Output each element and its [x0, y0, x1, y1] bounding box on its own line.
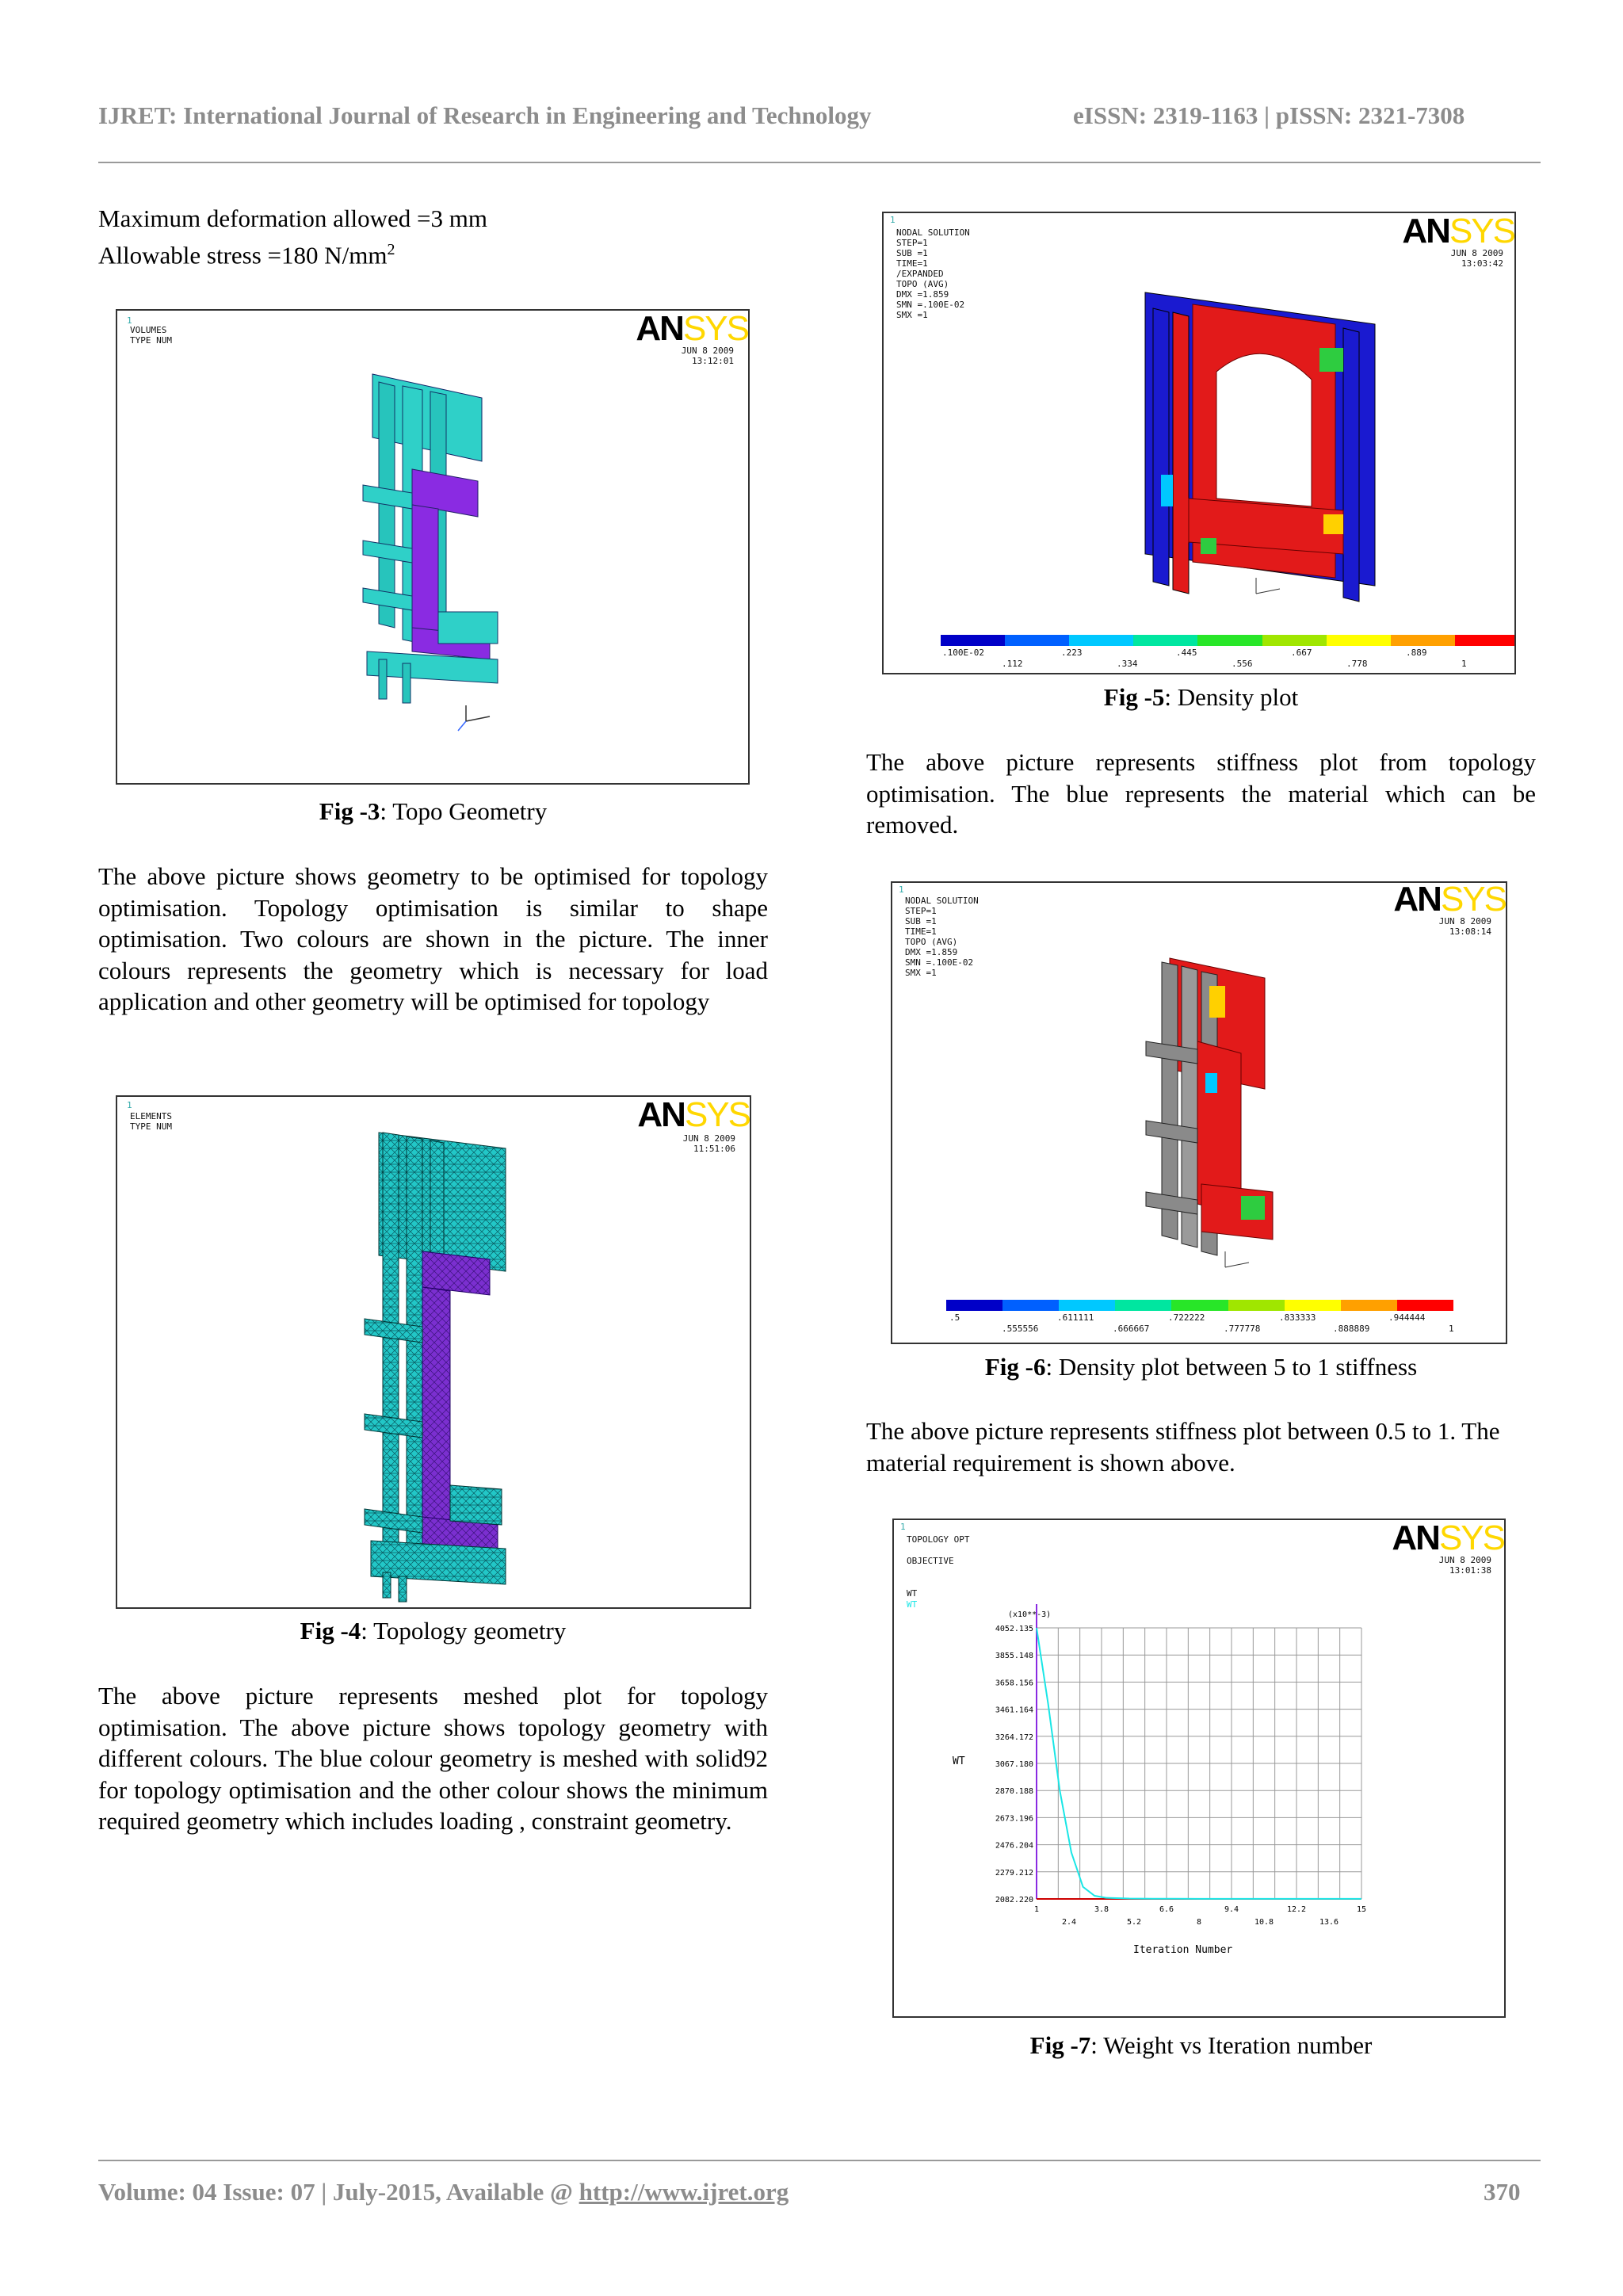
- fig5-colorbar: [941, 635, 1516, 646]
- fig3-index: 1: [127, 315, 132, 326]
- fig3-image: [116, 309, 750, 785]
- fig5-caption: Fig -5: Density plot: [1103, 683, 1299, 711]
- header-rule: [98, 162, 1541, 163]
- x-tick-label: 8: [1196, 1918, 1202, 1927]
- fig5-timestamp: JUN 8 2009 13:03:42: [1450, 248, 1503, 269]
- x-tick-label: 1: [1033, 1905, 1040, 1914]
- fig6-cb-label: .777778: [1224, 1324, 1261, 1334]
- fig5-cb-label: .667: [1291, 648, 1312, 658]
- fig7-legend-entry: WT: [907, 1599, 918, 1610]
- fig4-mesh: [117, 1097, 751, 1609]
- y-tick-label: 2082.220: [995, 1896, 1033, 1904]
- fig5-cb-label: .223: [1061, 648, 1083, 658]
- fig5-cb-label: .889: [1406, 648, 1427, 658]
- ansys-logo: ANSYS: [1402, 212, 1514, 250]
- x-tick-labels: [1034, 1905, 1366, 1927]
- right-paragraph-2: The above picture represents stiffness plot between 0.5 to 1. The material requirement is shown above.: [866, 1417, 1500, 1477]
- x-tick-label: 9.4: [1224, 1905, 1239, 1914]
- ansys-logo: ANSYS: [637, 1095, 750, 1134]
- y-tick-label: 3264.172: [995, 1733, 1033, 1742]
- fig5-cb-label: 1: [1461, 659, 1467, 669]
- fig6-cb-label: .722222: [1168, 1312, 1205, 1323]
- fig6-colorbar: [946, 1300, 1453, 1311]
- x-tick-label: 10.8: [1254, 1918, 1274, 1927]
- footer-link[interactable]: http://www.ijret.org: [579, 2178, 789, 2206]
- fig3-caption: Fig -3: Topo Geometry: [319, 797, 548, 825]
- fig5-contour: [884, 213, 1516, 674]
- y-tick-label: 3067.180: [995, 1760, 1033, 1769]
- ansys-logo: ANSYS: [636, 309, 748, 348]
- fig6-cb-label: .888889: [1333, 1324, 1370, 1334]
- y-scale-label: (x10**-3): [1008, 1610, 1052, 1619]
- fig6-cb-label: .944444: [1388, 1312, 1426, 1323]
- page-number: 370: [1484, 2178, 1521, 2206]
- fig4-image: [116, 1095, 751, 1609]
- weight-iteration-chart: [894, 1520, 1506, 2018]
- y-tick-label: 3461.164: [995, 1706, 1033, 1715]
- fig3-geometry: [117, 311, 750, 785]
- ansys-logo: ANSYS: [1392, 1519, 1504, 1557]
- fig4-timestamp: JUN 8 2009 11:51:06: [682, 1133, 735, 1154]
- x-axis-label: Iteration Number: [1133, 1944, 1233, 1956]
- y-tick-labels: [995, 1625, 1033, 1904]
- journal-title: IJRET: International Journal of Research in Engineering and Technology: [98, 101, 872, 129]
- y-tick-label: 2476.204: [995, 1841, 1033, 1851]
- fig6-cb-label: .5: [949, 1312, 960, 1323]
- x-tick-label: 15: [1356, 1905, 1367, 1914]
- fig6-index: 1: [899, 884, 904, 895]
- fig7-info: TOPOLOGY OPT OBJECTIVE: [907, 1534, 970, 1566]
- fig3-timestamp: JUN 8 2009 13:12:01: [681, 346, 734, 366]
- fig6-cb-label: .611111: [1057, 1312, 1094, 1323]
- y-tick-label: 2673.196: [995, 1814, 1033, 1824]
- fig7-index: 1: [900, 1522, 906, 1532]
- fig5-cb-label: .100E-02: [942, 648, 984, 658]
- fig7-legend-title: WT: [907, 1588, 918, 1599]
- fig7-timestamp: JUN 8 2009 13:01:38: [1438, 1555, 1491, 1576]
- fig6-timestamp: JUN 8 2009 13:08:14: [1438, 916, 1491, 937]
- fig6-cb-label: .666667: [1113, 1324, 1150, 1334]
- right-paragraph-1: The above picture represents stiffness plot from topology optimisation. The blue represents the material which can be removed.: [866, 748, 1536, 839]
- fig5-info: NODAL SOLUTION STEP=1 SUB =1 TIME=1 /EXPANDED TOPO (AVG) DMX =1.859 SMN =.100E-02 SMX =1: [896, 227, 970, 320]
- footer-rule: [98, 2160, 1541, 2161]
- x-tick-label: 13.6: [1319, 1918, 1339, 1927]
- y-tick-label: 3855.148: [995, 1652, 1033, 1661]
- fig5-cb-label: .556: [1232, 659, 1253, 669]
- fig5-cb-label: .334: [1117, 659, 1138, 669]
- fig6-cb-label: 1: [1449, 1324, 1454, 1334]
- fig5-index: 1: [890, 215, 896, 225]
- allowable-stress: Allowable stress =180 $N/mm^2$: [98, 240, 395, 269]
- fig4-caption: Fig -4: Topology geometry: [300, 1617, 567, 1645]
- x-tick-label: 2.4: [1061, 1918, 1077, 1927]
- y-tick-label: 2870.188: [995, 1787, 1033, 1797]
- fig5-cb-label: .112: [1002, 659, 1023, 669]
- fig6-image: [891, 881, 1507, 1344]
- max-deformation: Maximum deformation allowed =3 mm: [98, 204, 488, 232]
- left-paragraph-1: The above picture shows geometry to be optimised for topology optimisation. Topology optimisation is similar to shape optimisation. Two colours are shown in the picture. The inner colours represents the geometry which is necessary for load application and other geometry will be optimised for topology: [98, 862, 768, 1015]
- fig4-info: ELEMENTS TYPE NUM: [130, 1111, 172, 1132]
- fig3-info: VOLUMES TYPE NUM: [130, 325, 172, 346]
- y-tick-label: 4052.135: [995, 1625, 1033, 1633]
- x-tick-label: 12.2: [1286, 1905, 1307, 1914]
- footer-volume: Volume: 04 Issue: 07 | July-2015, Available @ http://www.ijret.org: [98, 2178, 789, 2206]
- fig5-image: [882, 212, 1516, 674]
- x-tick-label: 6.6: [1159, 1905, 1174, 1914]
- fig6-cb-label: .833333: [1279, 1312, 1316, 1323]
- fig7-image: [892, 1519, 1506, 2018]
- x-tick-label: 3.8: [1094, 1905, 1109, 1914]
- fig6-caption: Fig -6: Density plot between 5 to 1 stiffness: [984, 1353, 1418, 1381]
- y-tick-label: 3658.156: [995, 1679, 1033, 1688]
- chart-grid: [1037, 1604, 1361, 1899]
- fig6-info: NODAL SOLUTION STEP=1 SUB =1 TIME=1 TOPO (AVG) DMX =1.859 SMN =.100E-02 SMX =1: [905, 896, 979, 978]
- y-axis-label: WT: [953, 1755, 965, 1767]
- fig7-caption: Fig -7: Weight vs Iteration number: [1029, 2031, 1373, 2059]
- fig5-cb-label: .445: [1176, 648, 1197, 658]
- y-tick-label: 2279.212: [995, 1868, 1033, 1878]
- fig6-cb-label: .555556: [1002, 1324, 1039, 1334]
- ansys-logo: ANSYS: [1393, 881, 1506, 919]
- left-paragraph-2: The above picture represents meshed plot for topology optimisation. The above picture shows topology geometry with different colours. The blue colour geometry is meshed with solid92 for topology optimisation and the other colour shows the minimum required geometry which includes loading , constraint geometry.: [98, 1682, 768, 1835]
- fig4-index: 1: [127, 1100, 132, 1110]
- x-tick-label: 5.2: [1126, 1918, 1142, 1927]
- fig6-contour: [892, 883, 1507, 1344]
- fig5-cb-label: .778: [1346, 659, 1368, 669]
- issn: eISSN: 2319-1163 | pISSN: 2321-7308: [1073, 101, 1465, 129]
- design-constraints: [98, 203, 768, 270]
